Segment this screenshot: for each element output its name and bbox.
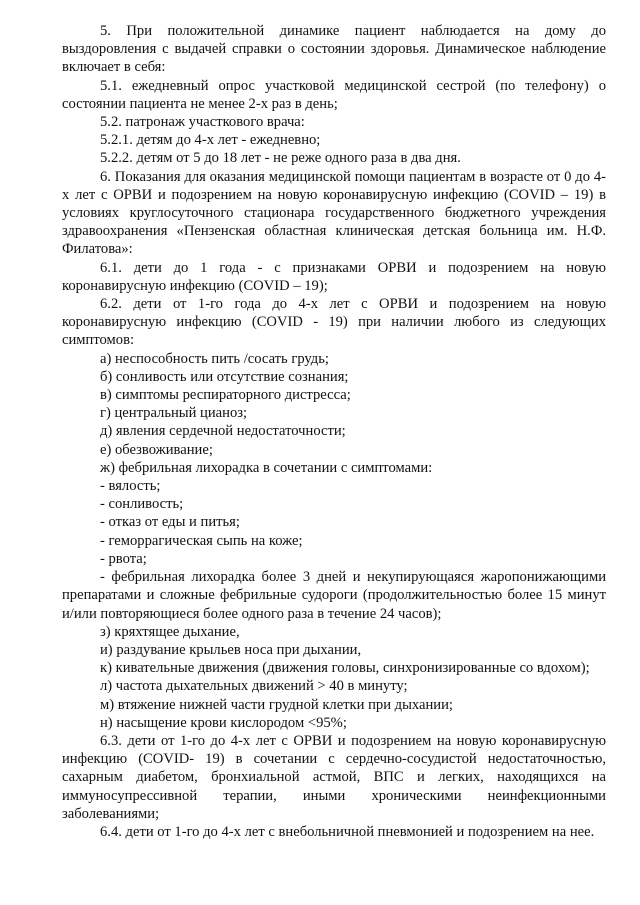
paragraph-6-3: 6.3. дети от 1-го до 4-х лет с ОРВИ и подозрением на новую коронавирусную инфекцию (COVID- 19) в сочетании с сердечно-сосудистой недостаточностью, сахарным диабетом, бронхиальной астмой, ВПС и легких, находящихся на иммуносупрессивной терапии, иными хроническими неинфекционными заболеваниями; xyxy=(62,732,606,822)
paragraph-6-2: 6.2. дети от 1-го года до 4-х лет с ОРВИ и подозрением на новую коронавирусную инфекцию (COVID - 19) при наличии любого из следующих симптомов: xyxy=(62,296,606,349)
list-item-b: б) сонливость или отсутствие сознания; xyxy=(100,368,349,385)
paragraph-6: 6. Показания для оказания медицинской помощи пациентам в возрасте от 0 до 4-х лет с ОРВИ и подозрением на новую коронавирусную инфекцию (COVID – 19) в условиях круглосуточного стационара государственного бюджетного учреждения здравоохранения «Пензенская областная клиническая детская больница им. Н.Ф. Филатова»: xyxy=(62,168,606,258)
list-item-g: г) центральный цианоз; xyxy=(100,405,248,422)
list-item-m: м) втяжение нижней части грудной клетки при дыхании; xyxy=(100,696,453,713)
list-item-a: а) неспособность пить /сосать грудь; xyxy=(100,350,329,367)
list-subitem-rash: - геморрагическая сыпь на коже; xyxy=(100,532,303,549)
list-item-e: е) обезвоживание; xyxy=(100,441,213,458)
paragraph-5-2: 5.2. патронаж участкового врача: xyxy=(100,114,305,131)
paragraph-5-2-2: 5.2.2. детям от 5 до 18 лет - не реже одного раза в два дня. xyxy=(100,150,461,167)
list-item-z: з) кряхтящее дыхание, xyxy=(100,623,240,640)
paragraph-5: 5. При положительной динамике пациент наблюдается на дому до выздоровления с выдачей справки о состоянии здоровья. Динамическое наблюдение включает в себя: xyxy=(62,23,606,76)
list-item-l: л) частота дыхательных движений > 40 в минуту; xyxy=(100,678,408,695)
list-subitem-lethargy: - вялость; xyxy=(100,478,161,495)
list-item-i: и) раздувание крыльев носа при дыхании, xyxy=(100,641,362,658)
paragraph-5-2-1: 5.2.1. детям до 4-х лет - ежедневно; xyxy=(100,132,321,149)
list-subitem-vomiting: - рвота; xyxy=(100,550,147,567)
document-page xyxy=(62,22,606,841)
paragraph-6-4: 6.4. дети от 1-го до 4-х лет с внебольничной пневмонией и подозрением на нее. xyxy=(100,823,595,840)
list-subitem-drowsiness: - сонливость; xyxy=(100,496,184,513)
list-item-k: к) кивательные движения (движения головы, синхронизированные со вдохом); xyxy=(100,660,590,677)
list-subitem-fever: - фебрильная лихорадка более 3 дней и некупирующаяся жаропонижающими препаратами и сложные фебрильные судороги (продолжительностью более 15 минут и/или повторяющиеся более одного раза в течение 24 часов); xyxy=(62,569,606,622)
paragraph-6-1: 6.1. дети до 1 года - с признаками ОРВИ и подозрением на новую коронавирусную инфекцию (COVID – 19); xyxy=(62,259,606,294)
list-item-zh: ж) фебрильная лихорадка в сочетании с симптомами: xyxy=(100,459,433,476)
list-item-n: н) насыщение крови кислородом <95%; xyxy=(100,714,347,731)
list-item-d: д) явления сердечной недостаточности; xyxy=(100,423,346,440)
list-subitem-refusal-food: - отказ от еды и питья; xyxy=(100,514,240,531)
paragraph-5-1: 5.1. ежедневный опрос участковой медицинской сестрой (по телефону) о состоянии пациента не менее 2-х раз в день; xyxy=(62,77,606,112)
list-item-v: в) симптомы респираторного дистресса; xyxy=(100,387,351,404)
